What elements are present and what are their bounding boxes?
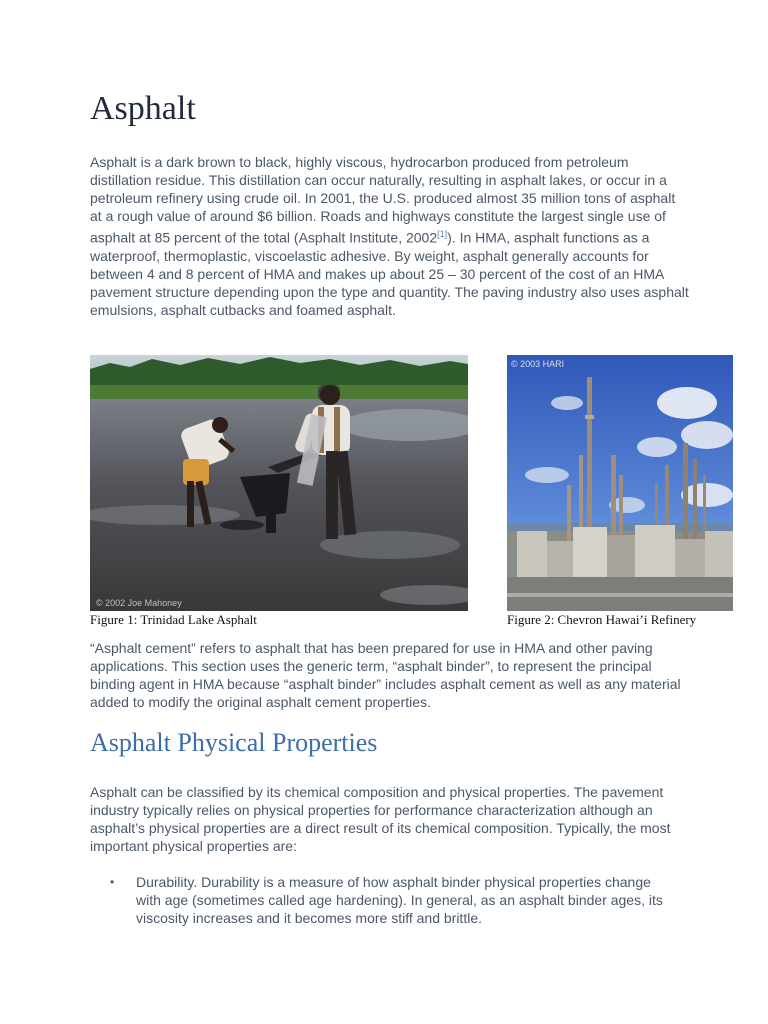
figure-2-watermark: © 2003 HARI bbox=[511, 359, 565, 369]
figure-refinery-photo bbox=[507, 355, 733, 611]
properties-list bbox=[110, 873, 670, 927]
list-item bbox=[110, 873, 670, 927]
figure-2-caption: Figure 2: Chevron Hawai’i Refinery bbox=[507, 612, 697, 627]
bullet-icon: • bbox=[110, 875, 115, 889]
asphalt-cement-paragraph: “Asphalt cement” refers to asphalt that has been prepared for use in HMA and other paving applications. This section uses the generic term, “asphalt binder”, to represent the principal binding agent in HMA because “asphalt binder” includes asphalt cement as well as any material added to modify the original asphalt cement properties. bbox=[90, 640, 681, 710]
intro-text-b: ). In HMA, asphalt functions as a waterproof, thermoplastic, viscoelastic adhesive. By weight, asphalt generally accounts for between 4 and 8 percent of HMA and makes up about 25 – 30 percent of the cost of an HMA pavement structure depending upon the type and quantity. The paving industry also uses asphalt emulsions, asphalt cutbacks and foamed asphalt. bbox=[90, 229, 689, 318]
physical-properties-paragraph: Asphalt can be classified by its chemical composition and physical properties. The pavement industry typically relies on physical properties for performance characterization although an asphalt’s physical properties are a direct result of its chemical composition. Typically, the most important physical properties are: bbox=[90, 784, 671, 854]
figure-1-watermark: © 2002 Joe Mahoney bbox=[96, 598, 182, 608]
list-item-text: Durability. Durability is a measure of how asphalt binder physical properties change with age (sometimes called age hardening). In general, as an asphalt binder ages, its viscosity increases and it becomes more stiff and brittle. bbox=[136, 874, 663, 926]
intro-text-a: Asphalt is a dark brown to black, highly viscous, hydrocarbon produced from petroleum distillation residue. This distillation can occur naturally, resulting in asphalt lakes, or occur in a petroleum refinery using crude oil. In 2001, the U.S. produced almost 35 million tons of asphalt at a rough value of around $6 billion. Roads and highways constitute the largest single use of asphalt at 85 percent of the total (Asphalt Institute, 2002 bbox=[90, 154, 676, 246]
citation-link[interactable]: [1] bbox=[437, 229, 448, 239]
page-title: Asphalt bbox=[90, 90, 196, 127]
figure-1-caption: Figure 1: Trinidad Lake Asphalt bbox=[90, 612, 257, 627]
intro-paragraph bbox=[90, 153, 690, 319]
section-heading: Asphalt Physical Properties bbox=[90, 728, 378, 757]
figure-trinidad-lake-photo bbox=[90, 355, 468, 611]
